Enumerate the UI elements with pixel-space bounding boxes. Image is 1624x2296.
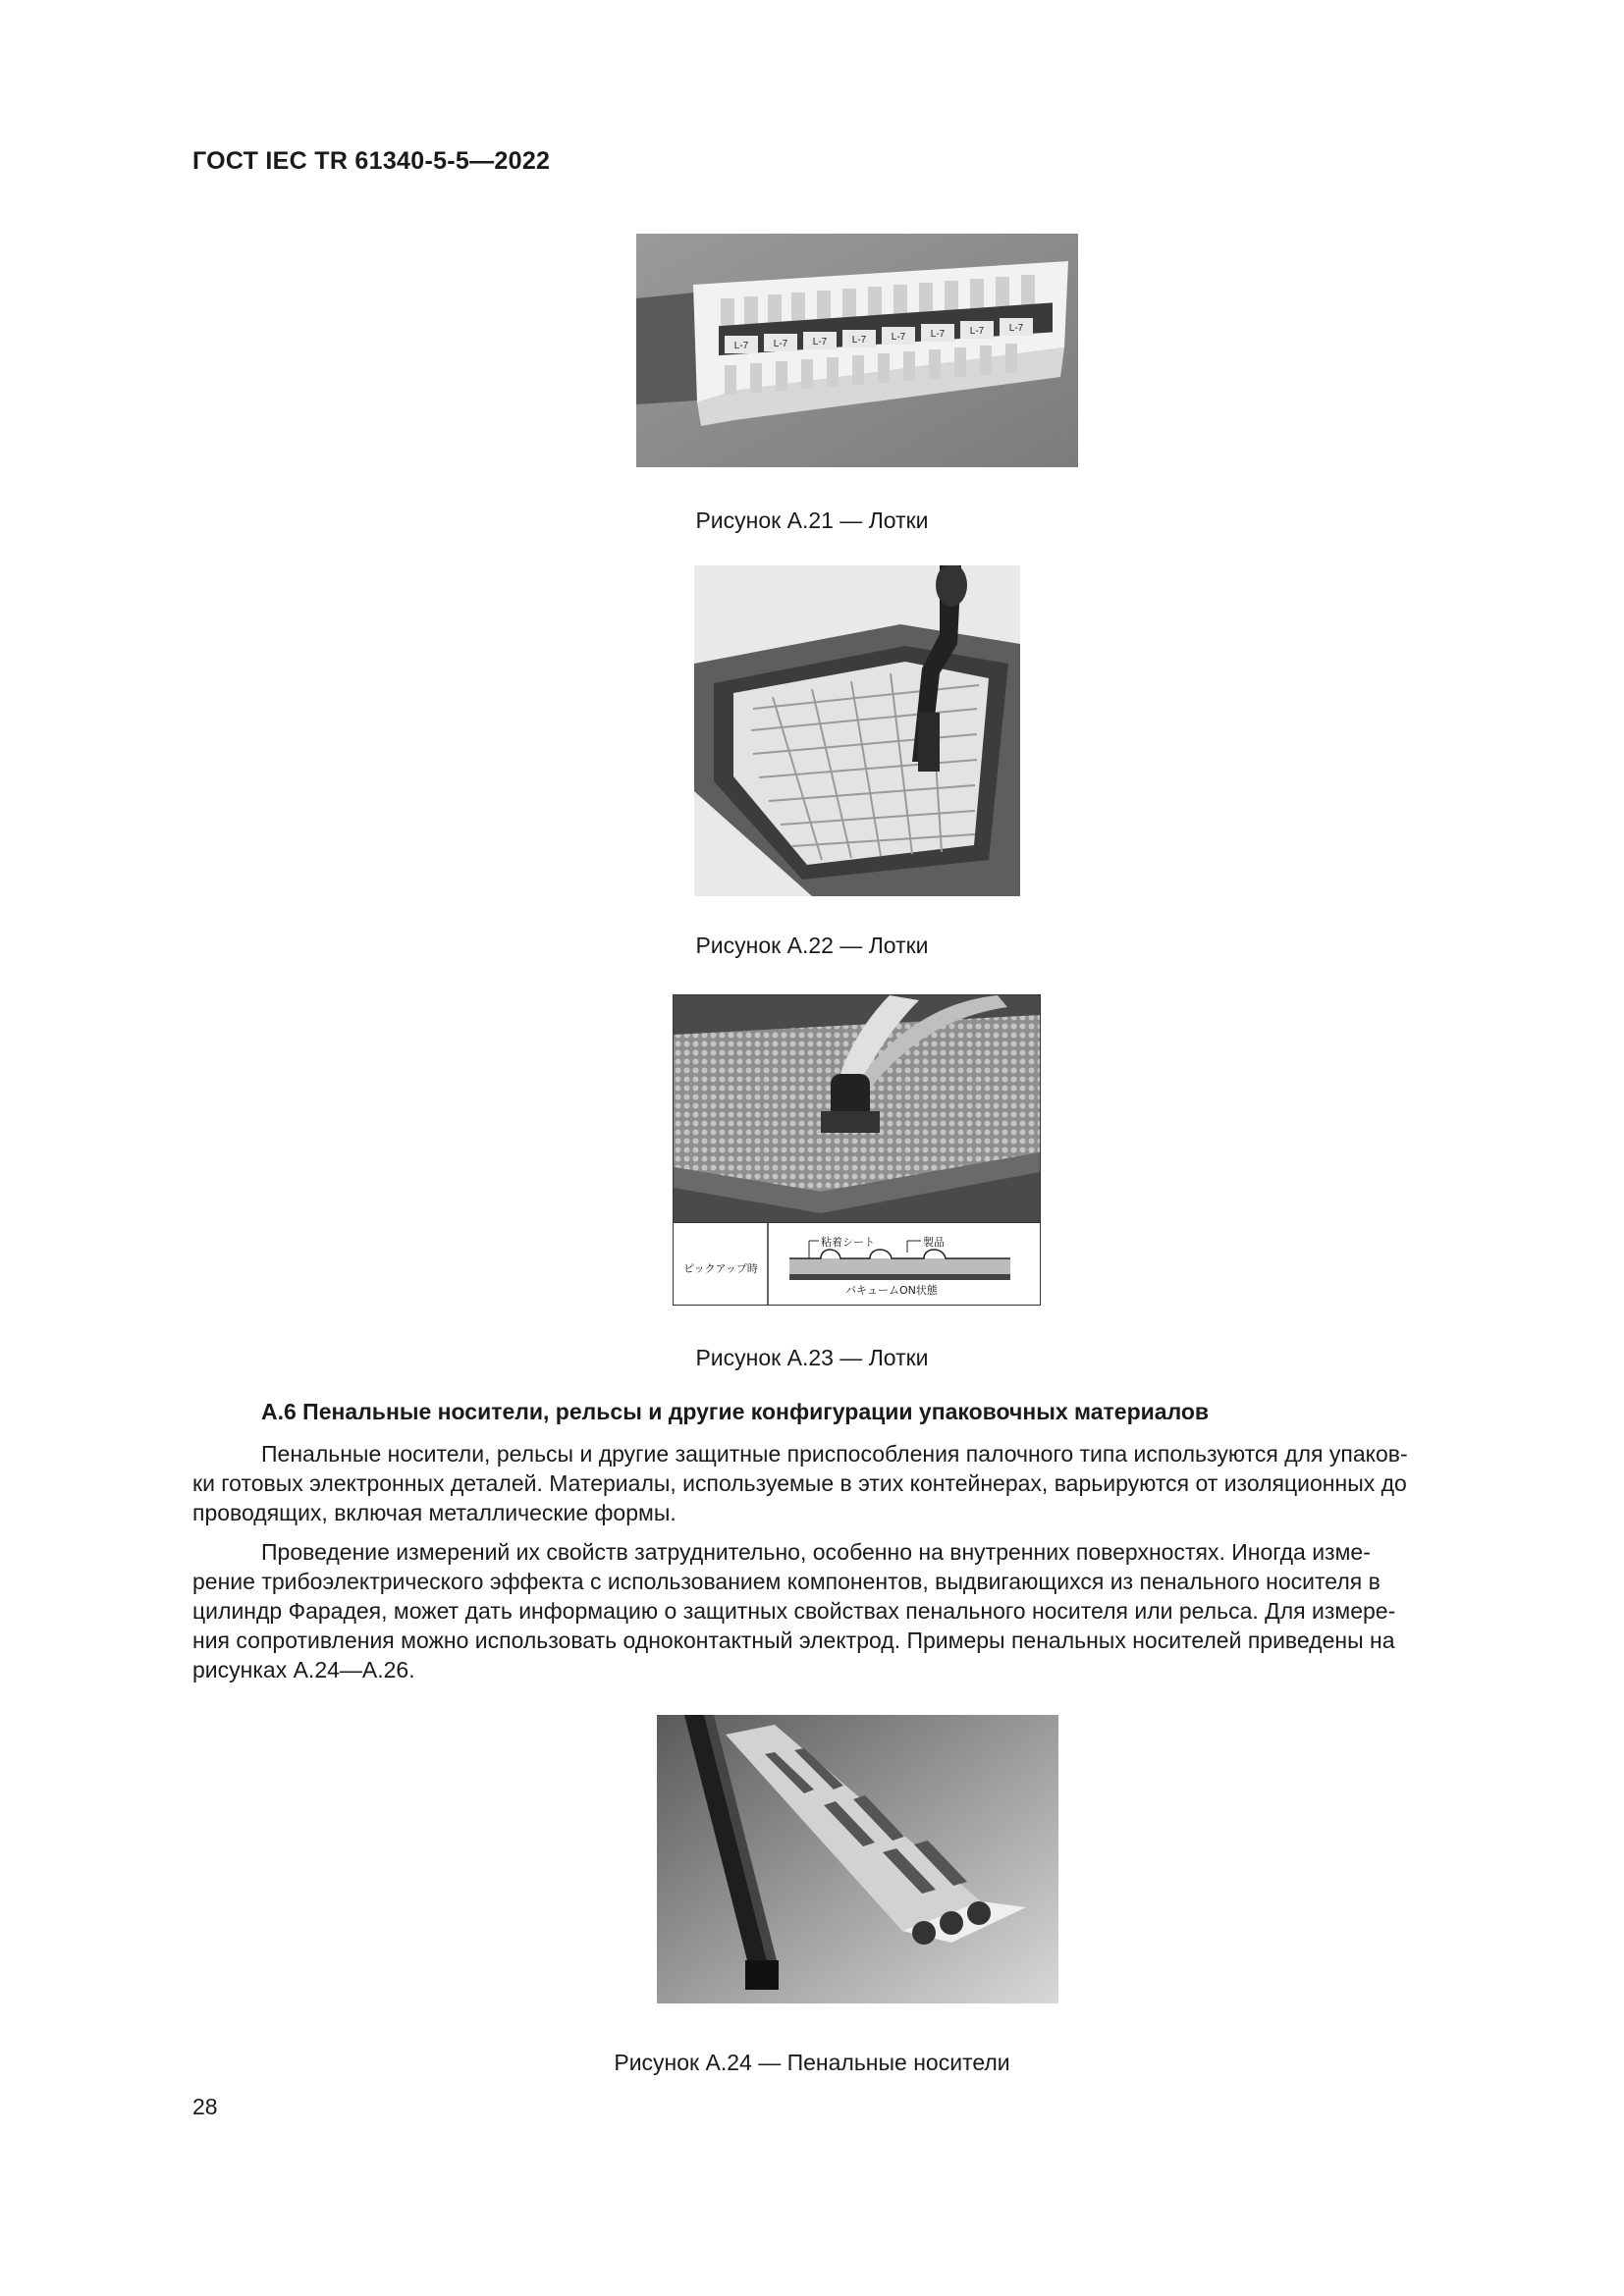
- document-header: ГОСТ IEC TR 61340-5-5—2022: [192, 147, 551, 175]
- section-paragraph-1: [192, 1439, 1512, 1527]
- tray-label: L-7: [812, 337, 828, 347]
- figure-a23: [673, 994, 1041, 1306]
- tray-label: L-7: [851, 335, 867, 346]
- figure-a23-caption: Рисунок А.23 — Лотки: [695, 1345, 929, 1370]
- tray-label: L-7: [969, 326, 985, 337]
- diagram-state-label: バキュームON状態: [845, 1284, 938, 1297]
- section-paragraph-2: [192, 1537, 1512, 1684]
- tray-label: L-7: [773, 339, 788, 349]
- paragraph-line: Пенальные носители, рельсы и другие защитные приспособления палочного типа используются для упаков-: [261, 1441, 1408, 1467]
- tray-label: L-7: [891, 332, 906, 343]
- paragraph-line: ки готовых электронных деталей. Материалы, используемые в этих контейнерах, варьируются от изоляционных до: [192, 1470, 1407, 1496]
- paragraph-line: рисунках А.24—А.26.: [192, 1657, 415, 1682]
- figure-a21-caption: Рисунок А.21 — Лотки: [695, 507, 929, 533]
- diagram-sheet-label: 粘着シート: [821, 1236, 875, 1249]
- page-number: 28: [192, 2094, 218, 2119]
- figure-a21-photo: [636, 234, 1078, 467]
- diagram-product-label: 製品: [923, 1236, 945, 1249]
- tray-label: L-7: [1008, 323, 1024, 334]
- paragraph-line: Проведение измерений их свойств затруднительно, особенно на внутренних поверхностях. Иногда изме-: [261, 1539, 1371, 1565]
- paragraph-line: цилиндр Фарадея, может дать информацию о защитных свойствах пенального носителя или рельса. Для измере-: [192, 1598, 1396, 1624]
- tray-label: L-7: [930, 329, 946, 340]
- figure-a24-caption: Рисунок А.24 — Пенальные носители: [614, 2050, 1010, 2075]
- figure-a23-photo: [674, 995, 1040, 1305]
- figure-a22-photo: [694, 565, 1020, 896]
- diagram-row-label: ピックアップ時: [683, 1262, 758, 1275]
- paragraph-line: ния сопротивления можно использовать одноконтактный электрод. Примеры пенальных носителей приведены на: [192, 1628, 1395, 1653]
- section-title: А.6 Пенальные носители, рельсы и другие конфигурации упаковочных материалов: [261, 1399, 1210, 1424]
- paragraph-line: рение трибоэлектрического эффекта с использованием компонентов, выдвигающихся из пенального носителя в: [192, 1569, 1380, 1594]
- figure-a24-photo: [657, 1715, 1058, 2003]
- paragraph-line: проводящих, включая металлические формы.: [192, 1500, 677, 1525]
- figure-a22-caption: Рисунок А.22 — Лотки: [695, 933, 929, 958]
- tray-label: L-7: [733, 341, 749, 351]
